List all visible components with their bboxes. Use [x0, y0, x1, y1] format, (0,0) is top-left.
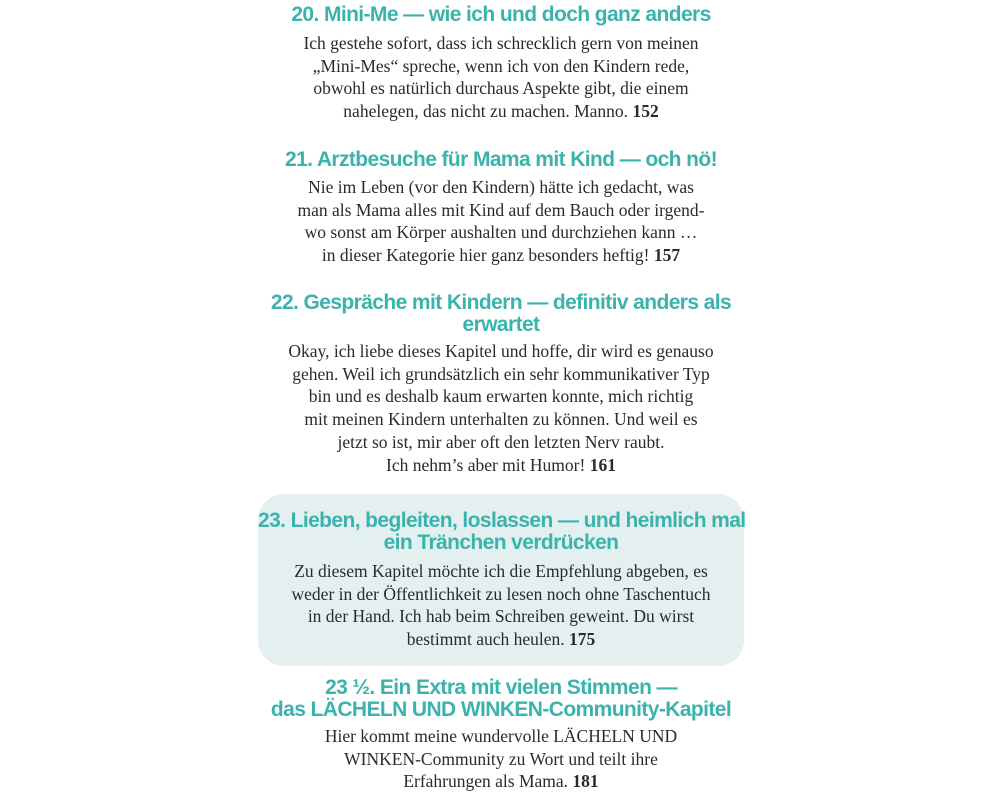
page-number: 152 [632, 101, 659, 122]
description-line: weder in der Öffentlichkeit zu lesen noch ohne Taschentuch [291, 583, 711, 604]
description-line: Ich gestehe sofort, dass ich schrecklich gern von meinen [303, 33, 699, 53]
description-line: mit meinen Kindern unterhalten zu können. Und weil es [304, 409, 698, 430]
toc-entry-23-half[interactable] [258, 677, 744, 793]
description-line: WINKEN-Community zu Wort und teilt ihre [344, 748, 658, 769]
chapter-description [258, 560, 744, 651]
page-number: 175 [569, 629, 596, 650]
chapter-title[interactable]: 23 ½. Ein Extra mit vielen Stimmen — das LÄCHELN UND WINKEN-Community-Kapitel [270, 676, 732, 721]
description-line: nahelegen, das nicht zu machen. Manno. 152 [343, 101, 659, 122]
description-line: man als Mama alles mit Kind auf dem Bauch oder irgend- [297, 199, 705, 220]
toc-entry-21[interactable] [258, 149, 744, 267]
chapter-title[interactable]: 21. Arztbesuche für Mama mit Kind — och nö! [285, 148, 717, 171]
description-line: Okay, ich liebe dieses Kapitel und hoffe, dir wird es genauso [288, 341, 714, 361]
toc-entry-23-highlighted[interactable] [258, 494, 744, 666]
chapter-title[interactable]: 23. Lieben, begleiten, loslassen — und heimlich mal ein Tränchen verdrücken [258, 509, 746, 554]
description-line: gehen. Weil ich grundsätzlich ein sehr kommunikativer Typ [292, 363, 710, 384]
page-number: 161 [589, 454, 616, 475]
chapter-description [258, 176, 744, 267]
page-number: 181 [572, 771, 599, 792]
toc-entry-22[interactable] [258, 292, 744, 476]
chapter-description [258, 340, 744, 476]
description-line: bin und es deshalb kaum erwarten konnte, mich richtig [308, 386, 694, 407]
description-line: Ich nehm’s aber mit Humor! 161 [386, 454, 616, 475]
description-line: Zu diesem Kapitel möchte ich die Empfehlung abgeben, es [294, 561, 708, 581]
chapter-description [258, 32, 744, 123]
chapter-title[interactable]: 22. Gespräche mit Kindern — definitiv anders als erwartet [270, 291, 732, 336]
description-line: in dieser Kategorie hier ganz besonders heftig! 157 [321, 245, 681, 266]
description-line: obwohl es natürlich durchaus Aspekte gibt, die einem [313, 78, 689, 99]
description-line: jetzt so ist, mir aber oft den letzten Nerv raubt. [337, 431, 665, 452]
description-line: wo sonst am Körper aushalten und durchziehen kann … [304, 222, 698, 243]
description-line: Hier kommt meine wundervolle LÄCHELN UND [324, 726, 678, 746]
chapter-title[interactable]: 20. Mini-Me — wie ich und doch ganz anders [291, 3, 711, 26]
toc-entry-20[interactable] [258, 4, 744, 123]
description-line: Nie im Leben (vor den Kindern) hätte ich gedacht, was [308, 177, 694, 197]
description-line: „Mini-Mes“ spreche, wenn ich von den Kindern rede, [312, 55, 690, 76]
page-number: 157 [653, 245, 681, 266]
description-line: in der Hand. Ich hab beim Schreiben geweint. Du wirst [307, 606, 695, 627]
description-line: Erfahrungen als Mama. 181 [403, 771, 599, 792]
chapter-description [258, 725, 744, 793]
description-line: bestimmt auch heulen. 175 [406, 629, 596, 650]
